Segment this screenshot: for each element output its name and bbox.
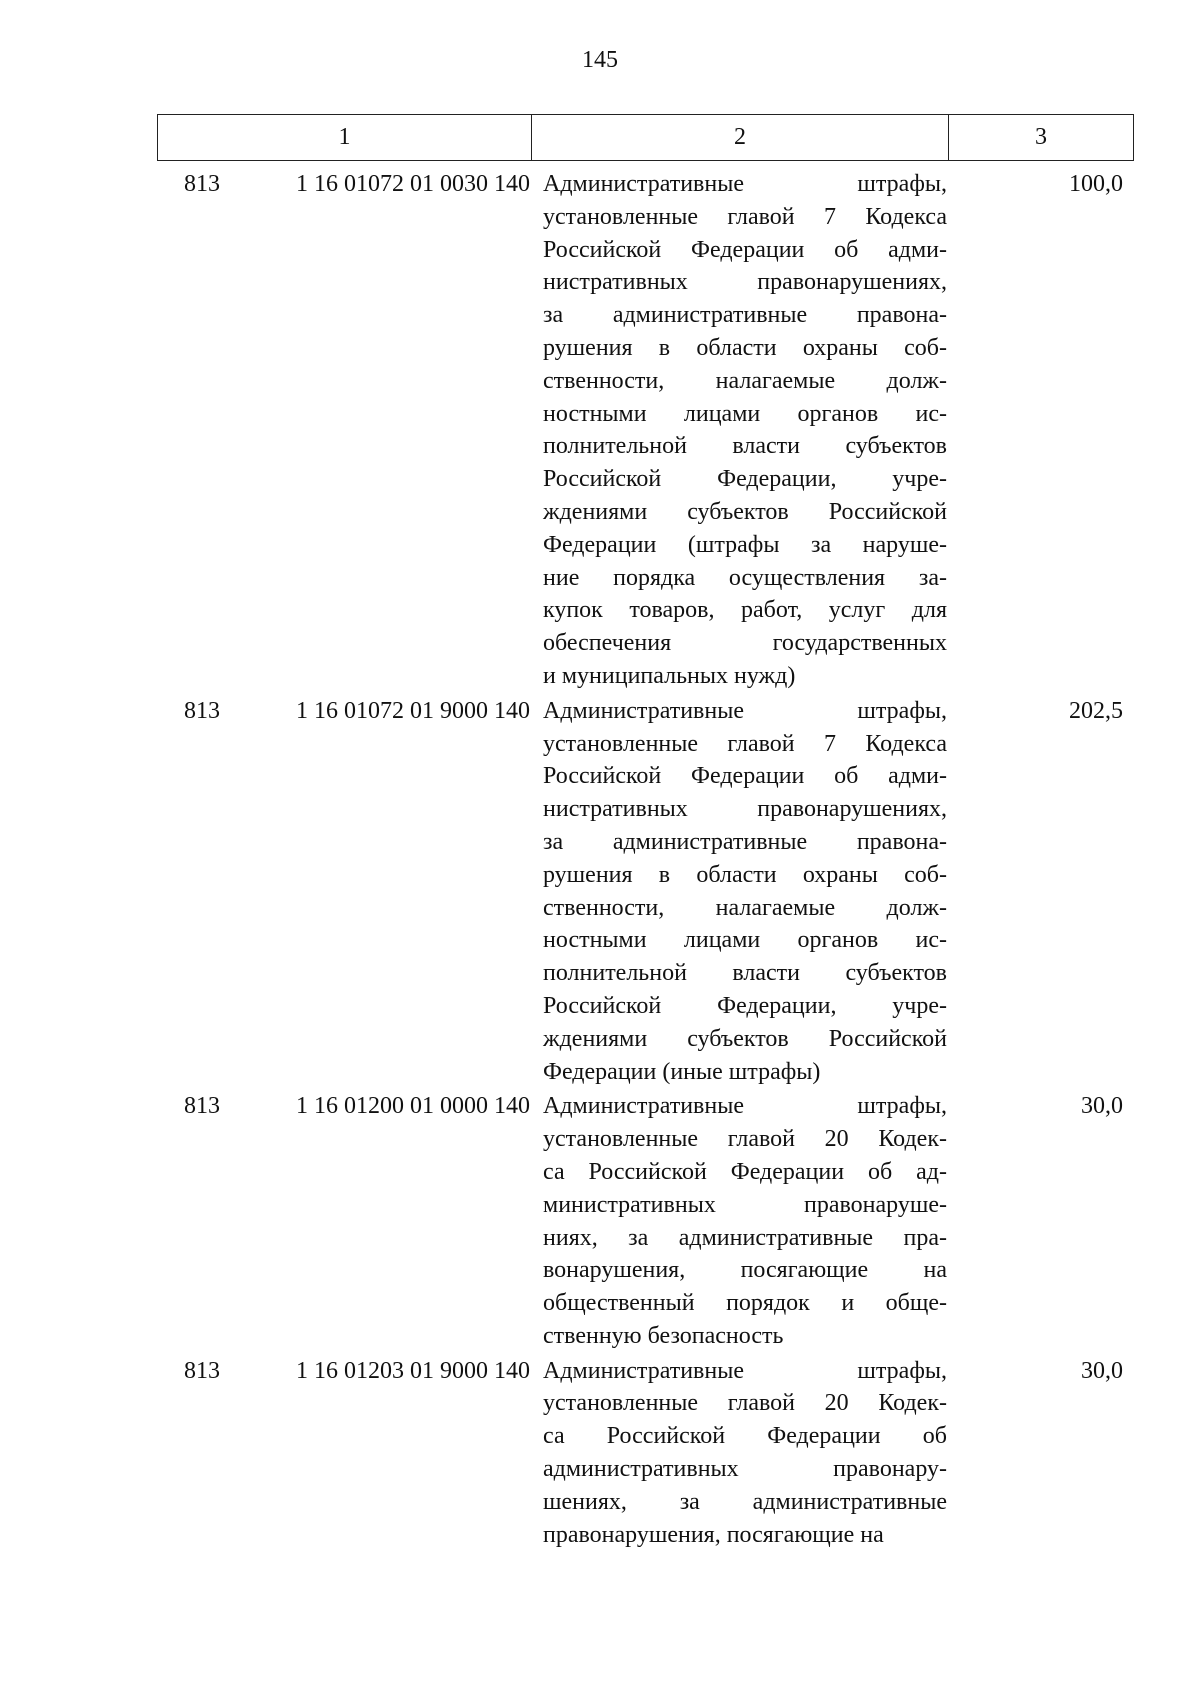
column-header-1: 1: [338, 124, 351, 150]
description-line: Административные штрафы,: [543, 171, 947, 197]
budget-classification-code: 1 16 01072 01 0030 140: [296, 171, 530, 197]
table-row: [157, 168, 1134, 693]
description-line: Российской Федерации, учре-: [543, 466, 947, 493]
description-line: министративных правонаруше-: [543, 1191, 947, 1218]
description-line: Административные штрафы,: [543, 697, 947, 724]
amount: 30,0: [1081, 1093, 1123, 1120]
table-body: [157, 168, 1134, 1553]
income-description: [543, 168, 947, 693]
description-line: установленные главой 7 Кодекса: [543, 730, 947, 757]
description-line: обеспечения государственных: [543, 630, 947, 657]
description-line: ниях, за административные пра-: [543, 1224, 947, 1251]
description-line: вонарушения, посягающие на: [543, 1257, 947, 1284]
admin-code: 813: [184, 697, 220, 724]
budget-classification-code: 1 16 01072 01 9000 140: [296, 697, 530, 724]
description-line: Российской Федерации об адми-: [543, 763, 947, 790]
table-row: [157, 1090, 1134, 1352]
description-line: Федерации (штрафы за наруше-: [543, 531, 947, 558]
description-line: Административные штрафы,: [543, 1093, 947, 1120]
description-line: ственности, налагаемые долж-: [543, 367, 947, 394]
table-header: [157, 114, 1134, 161]
description-line: за административные правона-: [543, 302, 947, 329]
table-row: [157, 695, 1134, 1089]
description-line: ственности, налагаемые долж-: [543, 894, 947, 921]
description-line: купок товаров, работ, услуг для: [543, 597, 947, 624]
table-row: [157, 1355, 1134, 1552]
description-line: рушения в области охраны соб-: [543, 861, 947, 888]
description-line: за административные правона-: [543, 828, 947, 855]
description-line: установленные главой 20 Кодек-: [543, 1126, 947, 1153]
description-line: ностными лицами органов ис-: [543, 927, 947, 954]
description-line: ждениями субъектов Российской: [543, 1025, 947, 1052]
income-description: [543, 1090, 947, 1352]
description-line: установленные главой 7 Кодекса: [543, 203, 947, 230]
description-line: административных правонару-: [543, 1456, 947, 1483]
description-line: са Российской Федерации об: [543, 1423, 947, 1450]
description-line: са Российской Федерации об ад-: [543, 1158, 947, 1185]
description-line: и муниципальных нужд): [543, 662, 796, 689]
description-line: полнительной власти субъектов: [543, 433, 947, 460]
column-header-2: 2: [531, 115, 948, 160]
income-description: [543, 1355, 947, 1552]
admin-code: 813: [184, 171, 220, 197]
description-line: установленные главой 20 Кодек-: [543, 1390, 947, 1417]
description-line: правонарушения, посягающие на: [543, 1521, 884, 1548]
amount: 202,5: [1069, 697, 1123, 724]
page-number: 145: [582, 47, 618, 73]
description-line: общественный порядок и обще-: [543, 1290, 947, 1317]
description-line: ние порядка осуществления за-: [543, 564, 947, 591]
column-header-3: 3: [948, 115, 1133, 160]
budget-classification-code: 1 16 01203 01 9000 140: [296, 1357, 530, 1384]
amount: 30,0: [1081, 1357, 1123, 1384]
description-line: шениях, за административные: [543, 1488, 947, 1515]
description-line: нистративных правонарушениях,: [543, 269, 947, 296]
amount: 100,0: [1069, 171, 1123, 197]
description-line: ждениями субъектов Российской: [543, 498, 947, 525]
description-line: нистративных правонарушениях,: [543, 796, 947, 823]
description-line: Административные штрафы,: [543, 1357, 947, 1384]
description-line: Российской Федерации, учре-: [543, 992, 947, 1019]
description-line: Федерации (иные штрафы): [543, 1058, 821, 1085]
income-description: [543, 695, 947, 1089]
description-line: полнительной власти субъектов: [543, 960, 947, 987]
admin-code: 813: [184, 1093, 220, 1120]
description-line: рушения в области охраны соб-: [543, 334, 947, 361]
description-line: ственную безопасность: [543, 1322, 784, 1349]
admin-code: 813: [184, 1357, 220, 1384]
description-line: ностными лицами органов ис-: [543, 400, 947, 427]
description-line: Российской Федерации об адми-: [543, 236, 947, 263]
budget-classification-code: 1 16 01200 01 0000 140: [296, 1093, 530, 1120]
